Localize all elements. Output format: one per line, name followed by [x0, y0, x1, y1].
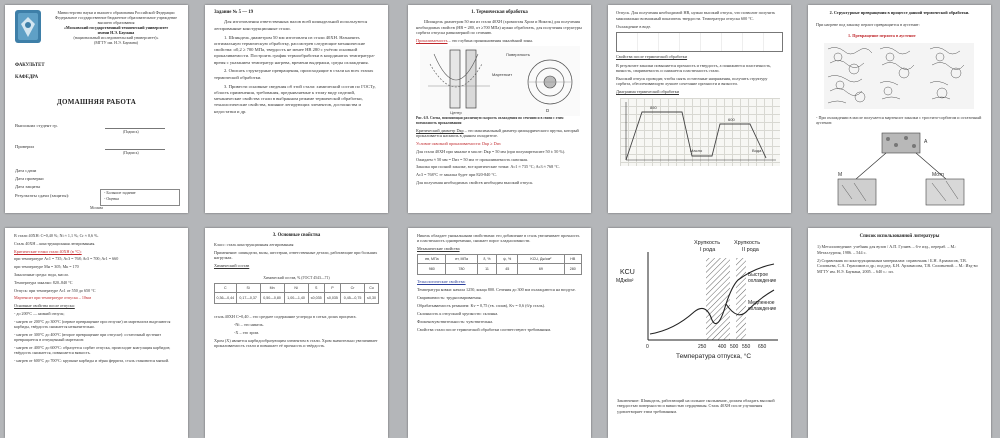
table-cell: Si [236, 284, 260, 293]
text-line: Химический состав [214, 263, 250, 269]
text-line: Основные свойства после отпуска: [14, 303, 75, 309]
annotation: Хрупкость [694, 240, 721, 246]
properties-paragraph: В результате закалки повышается прочность и твердость, а понижаются пластичность, вязкость, свариваемость и снижается пластичность стали. [616, 62, 772, 73]
critical-definition: – это максимальный диаметр цилиндрического прутка, который прокаливается насквозь в данном охладителе. [416, 127, 579, 138]
conclusion-paragraph: Заключение: Шпиндель, работающий на сильное скольжение, должен обладать высокой твердостью поверхности и вязкостью сердцевины. Сталь 40ХН после улучшения удовлетворяет этим требованиям. [617, 398, 775, 414]
structure-label: Мотп [932, 172, 944, 178]
text-line: Склонность к отпускной хрупкости: склонна. [417, 310, 499, 316]
university-emblem [13, 9, 43, 45]
tempering-paragraph: Отпуск. Для получения необходимой НВ, нужно высокий отпуск, что позволит получить максимально возможный показатель твердости. Температура отпуска 600 °С. [616, 10, 776, 21]
transformation-label: 1. Превращение перлита в аустенит [848, 33, 916, 38]
text-line: Механические свойства [417, 246, 460, 252]
table-cell: 45 [497, 264, 518, 275]
annotation: Быстрое [748, 272, 769, 278]
x-axis-title: Температура отпуска, °С [676, 353, 752, 360]
x-tick: 500 [730, 344, 739, 350]
text-line: Свариваемость: трудносвариваемая. [417, 295, 482, 301]
calc-line: Для получения необходимых свойств необходим высокий отпуск. [416, 179, 534, 185]
header-line: высшего образования [97, 20, 135, 25]
table-cell: ψ, % [497, 255, 518, 264]
text-line: Обрабатываемость резанием: Kv = 0,75 (тв. сплав), Kv = 0,6 (б/р сталь). [417, 302, 545, 308]
x-tick: 400 [718, 344, 727, 350]
table-cell: 0,50—0,80 [260, 293, 284, 304]
header-line: (МГТУ им. Н.Э. Баумана) [93, 40, 139, 45]
text-line: - нагрев от 300°С до 400°С (второе превращение при отпуске): остаточный аустенит превращается в отпущенный мартенсит. [14, 331, 162, 343]
x-tick: 0 [646, 344, 649, 350]
assignment-heading: Задание № 5 — 19 [214, 10, 254, 15]
reference-item: 2) Справочник по конструкционным материалам: справочник / Б.Н. Арзамасов, Т.В. Соловьева, С.А. Герасимов и др.; под ред. Б.Н. Арзамасова, Т.В. Соловьевой. – М.: Изд-во МГТУ им. Н.Э. Баумана, 2005. – 640 с.: ил. [817, 257, 978, 274]
table-cell: S [308, 284, 324, 293]
graph-label: Вода [751, 148, 761, 153]
table-cell: Cr [341, 284, 365, 293]
text-line: Технологические свойства: [417, 279, 466, 285]
graph-label: Масло [689, 148, 702, 153]
table-cell: Cu [365, 284, 379, 293]
x-tick: 250 [698, 344, 707, 350]
date-submit: Дата сдачи [15, 168, 37, 173]
table-cell: 11 [477, 264, 497, 275]
y-axis-unit: МДж/м² [616, 278, 634, 284]
kcu-chart [614, 234, 784, 364]
page-5-structures [808, 5, 991, 213]
text-line: Температура закалки: 820–840 °С [14, 279, 73, 285]
assignment-paragraph: 1. Шпиндель диаметром 50 мм изготовлен из стали 40ХН. Назначить оптимальную термическую обработку, рассмотрев следующие механические свойства: σ0,2 ≥ 700 МПа, твердость не менее НВ 280 с учётом основной прокаливаемости. Построить график термообработки в координатах температура-время с указанием температур нагрева, времени выдержки, среды охлаждения. [214, 34, 376, 65]
critical-term: Критический диаметр Dкр [416, 127, 464, 133]
page-9-kcu-graph [608, 228, 791, 438]
table-cell: δ, % [477, 255, 497, 264]
page-1-title [5, 5, 188, 213]
sign-hint: (Подпись) [123, 151, 139, 155]
critical-diameter-line [416, 128, 583, 139]
graph-label: 600 [727, 117, 735, 122]
teacher-label: Проверил [15, 144, 35, 149]
table-cell: C [215, 284, 237, 293]
text-line: сталь 40ХН С=0,40 – это среднее содержание углерода в сотых долях процента. [214, 314, 357, 320]
annotation: охлаждение [748, 278, 777, 284]
text-line: Класс: сталь конструкционная легированная [214, 241, 294, 247]
ministry-header [47, 10, 185, 45]
section-heading: 1. Термическая обработка [471, 10, 528, 15]
text-line: Свойства стали после термической обработки соответствуют требованиям. [417, 326, 552, 332]
header-line: (национальный исследовательский университет)» [73, 35, 159, 40]
text-line: -Х – это хром. [234, 330, 260, 336]
text-line: Никель обладает уникальными свойствами: его добавление в сталь увеличивает прочность и пластичность одновременно, снижает порог хладноломкости. [417, 233, 580, 244]
student-label: Выполнил студент гр. [15, 123, 58, 128]
text-line: -Ni – это никель. [234, 322, 264, 328]
text-line: - нагрев от 600°С до 700°С: крупные карбиды и зёрна феррита, сталь становится мягкой. [14, 358, 170, 364]
annotation: охлаждение [748, 306, 777, 312]
text-line: при температуре Ac1 = 735; Ac3 = 768; Ar3 = 700; Ar1 = 660 [14, 256, 119, 262]
table-row [215, 293, 379, 304]
properties-table [616, 32, 783, 52]
table-cell: P [324, 284, 340, 293]
table-cell: KCU, Дж/см² [518, 255, 564, 264]
table-cell: Ni [284, 284, 308, 293]
term-line [416, 38, 583, 44]
page-6-critical-points [5, 228, 188, 438]
table-cell: Mn [260, 284, 284, 293]
intro-line: При нагреве под закалку перлит превращается в аустенит: [816, 22, 920, 27]
term-definition: – это глубина проникновения закалённой зоны. [447, 38, 534, 44]
table-cell: ≤0,30 [365, 293, 379, 304]
text-line: Применение: шпиндели, валы, шестерни, ответственные детали, работающие при больших нагрузках. [214, 249, 378, 261]
text-line: В стали 40ХН: C=0,40 %; Ni ≈ 1,1 %; Cr ≈ 0,6 %. [14, 233, 99, 238]
city-label: Москва [90, 205, 103, 210]
department-label: КАФЕДРА [15, 75, 39, 80]
grade-item: - Большое задание [104, 190, 136, 195]
page-10-references [808, 228, 991, 438]
annotation: I рода [700, 247, 716, 253]
pearlite-austenite-figure [824, 43, 974, 109]
table-cell: 0,45—0,75 [341, 293, 365, 304]
annotation: II рода [742, 247, 759, 253]
date-defend: Дата защиты [15, 184, 41, 189]
table-header-row [215, 284, 379, 293]
table-cell: 1,00—1,40 [284, 293, 308, 304]
cooling-scheme [836, 131, 966, 209]
text-line: Хром (Х) является карбидообразующим элементом в стали. Хром значительно увеличивает прокаливаемость стали и повышает её прочность и твёрдость. [214, 338, 378, 349]
text-line: - нагрев от 400°С до 600°С: образуется сорбит отпуска, происходит коагуляция карбидов; твёрдость снижается, повышается вязкость. [14, 344, 171, 356]
assignment-paragraph: Для изготовления ответственных валов всей шпиндельной используются легированные конструкционные стали. [214, 19, 368, 31]
x-tick: 550 [742, 344, 751, 350]
term-word: Прокаливаемость [416, 38, 448, 44]
date-check: Дата проверки [15, 176, 44, 181]
references-heading: Список использованной литературы [859, 234, 940, 239]
page-8-mechanical [408, 228, 591, 438]
page-2-assignment [205, 5, 388, 213]
diagram-label: D [545, 108, 549, 114]
table-cell: 69 [518, 264, 564, 275]
graph-label: 850 [649, 105, 657, 110]
section-heading: 2. Структурные превращения в процессе данной термической обработки. [829, 10, 970, 15]
assignment-paragraph: 3. Привести основные сведения об этой стали: химический состав по ГОСТу, область применения, требования, предъявляемые к этому виду изделий, механические свойства стали в выбранном режиме термической обработки, технологические свойства, влияние легирующих элементов, достоинства и недостатки и др. [214, 83, 376, 114]
calc-line: Для стали 40ХН при закалке в масле: Dкр = 50 мм (при полумартенсите 50 ± 50 %). [416, 148, 566, 154]
table-cell: ≤0,035 [308, 293, 324, 304]
text-line: Закалочные среды: вода, масло. [14, 271, 70, 277]
hardenability-figure [420, 46, 580, 116]
text-line: Критические точки стали 40ХН (в °С): [14, 248, 82, 254]
calc-line: Ожидаем ≈ 50 мм = Dиз = 50 мм ⇒ прокаливаемость сквозная. [416, 156, 528, 162]
table-cell: 280 [564, 264, 582, 275]
composition-table [214, 283, 379, 304]
page-title: ДОМАШНЯЯ РАБОТА [56, 98, 137, 106]
diagram-label: Поверхность [505, 52, 530, 58]
text-line: - до 200°С — низкий отпуск; [14, 310, 65, 316]
text-line: Температура ковки: начала 1250, конца 800. Сечения до 300 мм охлаждаются на воздухе. [417, 287, 576, 293]
table-cell: 780 [446, 264, 477, 275]
annotation: Медленное [748, 300, 775, 306]
reference-item: 1) Металловедение: учебник для вузов / А.П. Гуляев. – 6-е изд., перераб. – М.: Металлургия, 1986. – 544 с. [817, 244, 957, 255]
table-cell: 0,17—0,37 [236, 293, 260, 304]
header-line: Министерство науки и высшего образования Российской Федерации [57, 10, 175, 15]
table-cell: σт, МПа [446, 255, 477, 264]
structure-label: А [924, 139, 928, 145]
through-hardening-condition: Условие сквозной прокаливаемости: Dкр ≥ Dиз [416, 140, 501, 146]
text-line: Сталь 40ХН – конструкционная легированная. [14, 240, 96, 246]
faculty-label: ФАКУЛЬТЕТ [15, 63, 45, 68]
text-line: при температуре Mн = 305; Mк = 170 [14, 264, 79, 270]
table-cell: ≤0,035 [324, 293, 340, 304]
page-7-properties [205, 228, 388, 438]
x-tick: 650 [758, 344, 767, 350]
heat-treatment-graph [620, 98, 780, 166]
calc-line: Ac3 = 768°C ⇒ закалка будет при 820-840 °C. [416, 171, 497, 177]
section-heading: 3. Основные свойства [272, 233, 321, 238]
cooling-paragraph: Охлаждение в воде. [616, 23, 652, 29]
structure-label: М [838, 172, 843, 178]
cooling-paragraph: - При охлаждении в масле получается мартенсит закалки с тростито-сорбитом и остаточный аустенит. [816, 115, 982, 126]
text-line: Мартенсит при температуре отпуска – 10мм [14, 295, 92, 301]
header-line: имени Н.Э. Баумана [97, 30, 135, 35]
table-header-row [418, 255, 582, 264]
mechanical-table [417, 254, 582, 275]
table-cell: σв, МПа [418, 255, 446, 264]
grade-item: - Оценка [104, 196, 119, 201]
annotation: Хрупкость [734, 240, 761, 246]
table-cell: 0,36—0,44 [215, 293, 237, 304]
y-axis-title: KCU [620, 269, 635, 276]
sign-hint: (Подпись) [123, 130, 139, 134]
graph-title: Диаграмма термической обработки [616, 89, 679, 95]
properties-title: Свойства после термической обработки [616, 53, 688, 59]
text-line: - нагрев от 200°С до 300°С (первое превращение при отпуске) из мартенсита выделяются карбиды, твёрдость снижается незначительно. [14, 318, 171, 330]
intro-paragraph: Шпиндель диаметром 50 мм из стали 40ХН (хромистая Хром и Никель) для получения необходимых свойств (НВ = 280, σт ≥700 МПа) нужно обработать, для получения структуры сорбита отпуска равномерной по сечению. [416, 18, 582, 36]
header-line: Федеральное государственное бюджетное образовательное учреждение [54, 15, 178, 20]
text-line: Флокеночувствительность: чувствительна. [417, 318, 494, 324]
diagram-label: Мартенсит [491, 72, 512, 78]
text-line: Отпуск: при температуре Aс1 от 550 до 650 °С [14, 287, 96, 293]
properties-paragraph: Высокий отпуск проводят, чтобы снять остаточные напряжения, получить структуру сорбита, обеспечивающую лучшее сочетание прочности и вязкости. [616, 75, 768, 87]
result-label: Результаты сдачи (защиты): [15, 193, 70, 198]
composition-title: Химический состав, % (ГОСТ 4543—71) [263, 275, 330, 280]
calc-line: Закалка при полной закалке, все критические точки: Ac1 ≈ 735 °C; Ac3 ≈ 768 °C. [416, 164, 560, 170]
table-cell: 980 [418, 264, 446, 275]
assignment-paragraph: 2. Описать структурные превращения, происходящие в стали на всех этапах термической обработки. [214, 68, 374, 80]
table-cell: НВ [564, 255, 582, 264]
grade-box [100, 189, 180, 206]
figure-caption: Рис. 6.9. Схема, поясняющая различную скорость охлаждения по сечению и в связи с этим возможность прокаливания [416, 116, 564, 125]
page-4-tempering [608, 5, 791, 213]
diagram-label: Центр [449, 110, 462, 116]
header-line: «Московский государственный технический университет [63, 25, 169, 30]
page-3-heat-treatment [408, 5, 591, 213]
table-row [418, 264, 582, 275]
